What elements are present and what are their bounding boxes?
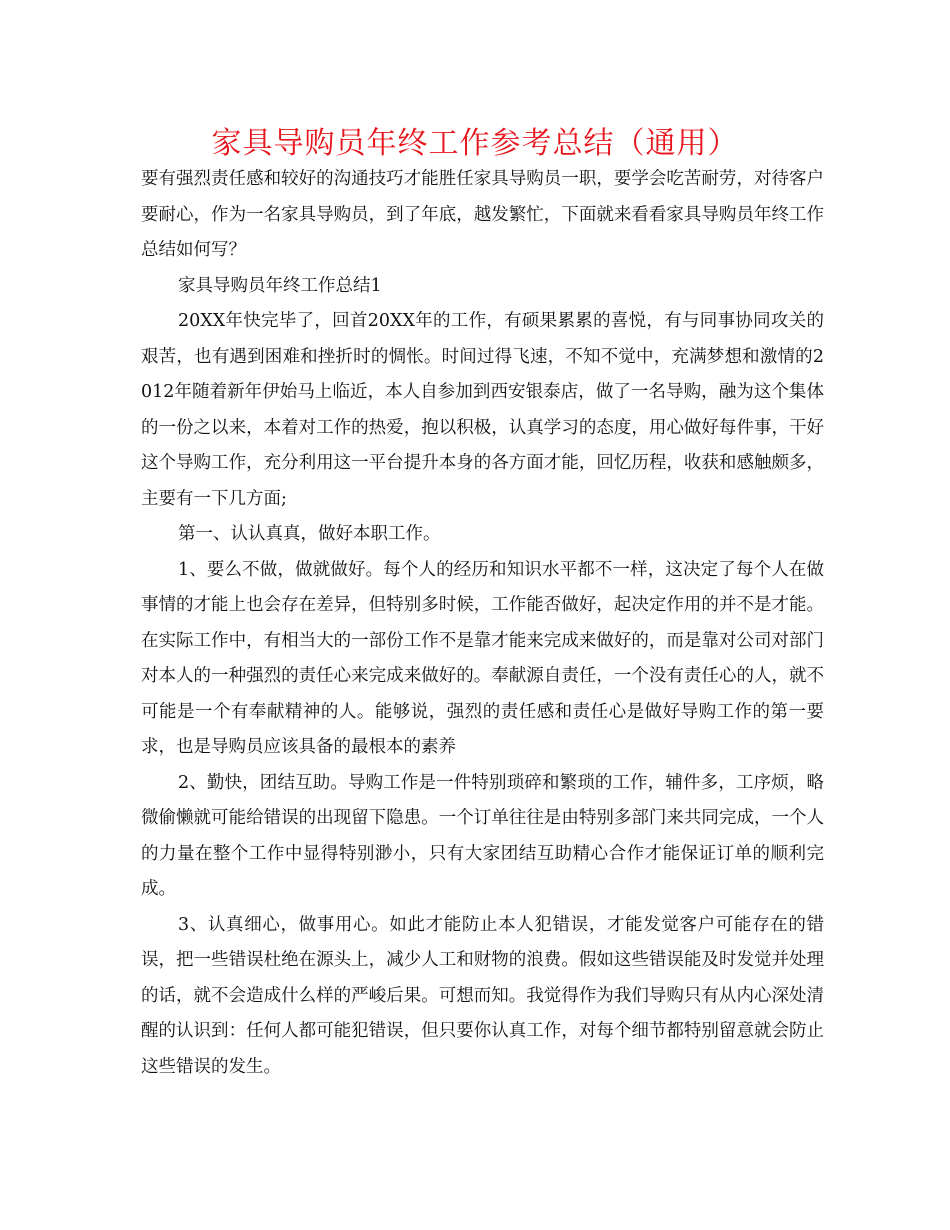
section-heading: 家具导购员年终工作总结1 [178,275,382,296]
paragraph-intro: 要有强烈责任感和较好的沟通技巧才能胜任家具导购员一职，要学会吃苦耐劳，对待客户要耐心，作为一名家具导购员，到了年底，越发繁忙，下面就来看看家具导购员年终工作总结如何写？ [141,169,824,260]
subsection-heading: 第一、认认真真，做好本职工作。 [178,524,441,544]
paragraph-point-3: 3、认真细心，做事用心。如此才能防止本人犯错误，才能发觉客户可能存在的错误，把一些错误杜绝在源头上，减少人工和财物的浪费。假如这些错误能及时发觉并处理的话，就不会造成什么样的严峻后果。可想而知。我觉得作为我们导购只有从内心深处清醒的认识到：任何人都可能犯错误，但只要你认真工作，对每个细节都特别留意就会防止这些错误的发生。 [141,914,824,1077]
document-body [141,162,824,1085]
document-title: 家具导购员年终工作参考总结（通用） [211,126,739,161]
paragraph-point-2: 2、勤快，团结互助。导购工作是一件特别琐碎和繁琐的工作，辅件多，工序烦，略微偷懒就可能给错误的出现留下隐患。一个订单往往是由特别多部门来共同完成，一个人的力量在整个工作中显得特别渺小，只有大家团结互助精心合作才能保证订单的顺利完成。 [141,772,824,899]
paragraph: 20XX年快完毕了，回首20XX年的工作，有硕果累累的喜悦，有与同事协同攻关的艰苦，也有遇到困难和挫折时的惆怅。时间过得飞速，不知不觉中，充满梦想和激情的2012年随着新年伊始马上临近，本人自参加到西安银泰店，做了一名导购，融为这个集体的一份之以来，本着对工作的热爱，抱以积极，认真学习的态度，用心做好每件事，干好这个导购工作，充分利用这一平台提升本身的各方面才能，回忆历程，收获和感触颇多，主要有一下几方面; [141,311,824,509]
paragraph-point-1: 1、要么不做，做就做好。每个人的经历和知识水平都不一样，这决定了每个人在做事情的才能上也会存在差异，但特别多时候，工作能否做好，起决定作用的并不是才能。在实际工作中，有相当大的一部份工作不是靠才能来完成来做好的，而是靠对公司对部门对本人的一种强烈的责任心来完成来做好的。奉献源自责任，一个没有责任心的人，就不可能是一个有奉献精神的人。能够说，强烈的责任感和责任心是做好导购工作的第一要求，也是导购员应该具备的最根本的素养 [141,559,824,757]
